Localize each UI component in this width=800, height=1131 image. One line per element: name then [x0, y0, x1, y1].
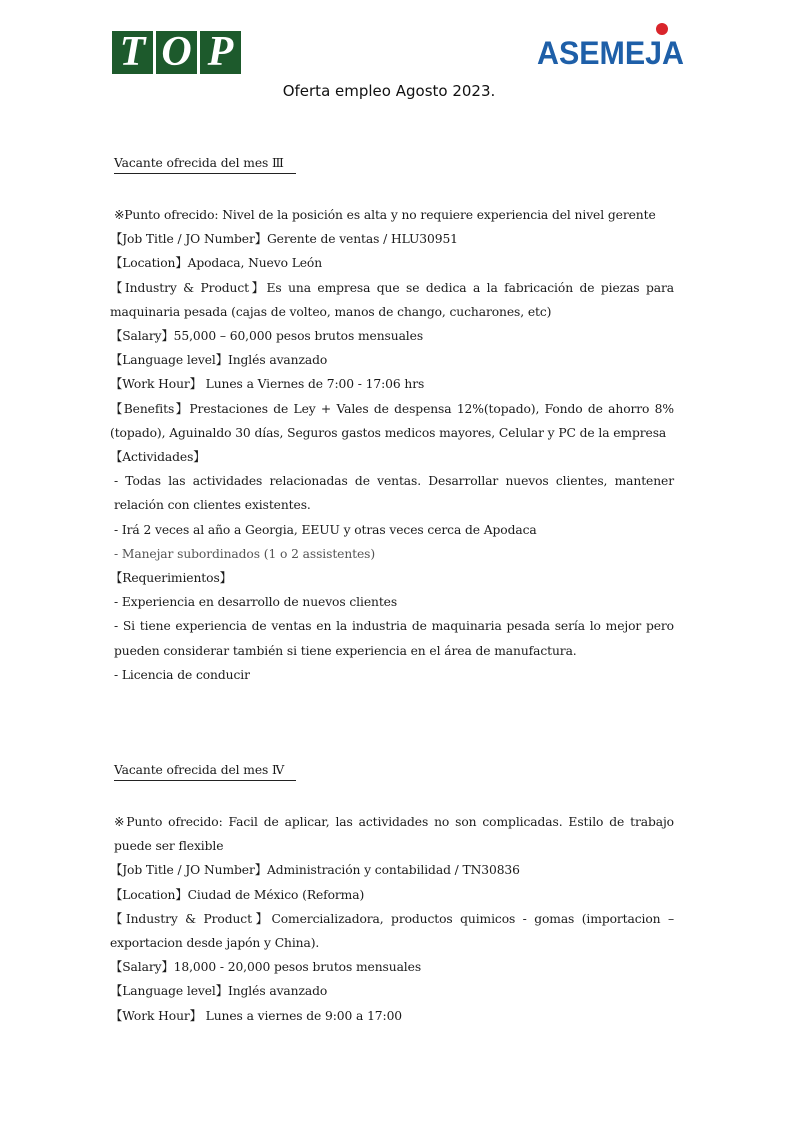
vacancy-3-heading: Vacante ofrecida del mes Ⅲ	[114, 153, 296, 174]
vacancy-4-heading: Vacante ofrecida del mes Ⅳ	[114, 760, 296, 781]
top-logo-letter-t: T	[112, 31, 153, 74]
asemeja-logo-text: ASEMEJA	[537, 35, 684, 71]
vacancy-3-activity-item: - Todas las actividades relacionadas de ventas. Desarrollar nuevos clientes, mantener relación con clientes existentes.	[114, 474, 674, 513]
asemeja-logo	[537, 22, 687, 74]
vacancy-3-highlight: ※Punto ofrecido: Nivel de la posición es alta y no requiere experiencia del nivel gerente	[114, 208, 656, 222]
vacancy-3-requirement-item: - Experiencia en desarrollo de nuevos clientes	[114, 595, 398, 610]
vacancy-3-requirements-label: 【Requerimientos】	[110, 571, 232, 586]
vacancy-3-job-title: 【Job Title / JO Number】Gerente de ventas / HLU30951	[110, 232, 458, 247]
vacancy-3-language: 【Language level】Inglés avanzado	[110, 353, 328, 368]
vacancy-3-industry: 【Industry & Product】Es una empresa que se dedica a la fabricación de piezas para maquinaria pesada (cajas de volteo, manos de chango, cucharones, etc)	[110, 280, 674, 319]
vacancy-3-salary: 【Salary】55,000 – 60,000 pesos brutos mensuales	[110, 329, 424, 344]
vacancy-3-activities-label: 【Actividades】	[110, 450, 206, 465]
top-logo-letter-o: O	[156, 31, 197, 74]
vacancy-4-work-hour: 【Work Hour】 Lunes a viernes de 9:00 a 17:00	[110, 1008, 403, 1023]
vacancy-3-activity-item: - Irá 2 veces al año a Georgia, EEUU y otras veces cerca de Apodaca	[114, 522, 537, 537]
page-title: Oferta empleo Agosto 2023.	[282, 82, 496, 100]
vacancy-4-highlight: ※Punto ofrecido: Facil de aplicar, las actividades no son complicadas. Estilo de trabajo puede ser flexible	[114, 815, 674, 854]
vacancy-3-benefits: 【Benefits】Prestaciones de Ley + Vales de despensa 12%(topado), Fondo de ahorro 8%(topado), Aguinaldo 30 días, Seguros gastos medicos mayores, Celular y PC de la empresa	[110, 401, 674, 440]
vacancy-section-3	[110, 151, 674, 687]
vacancy-4-industry: 【Industry & Product】Comercializadora, productos quimicos - gomas (importacion – exportacion desde japón y China).	[110, 911, 674, 951]
vacancy-section-4	[110, 758, 674, 1028]
vacancy-3-requirement-item: - Si tiene experiencia de ventas en la industria de maquinaria pesada sería lo mejor pero pueden considerar también si tiene experiencia en el área de manufactura.	[114, 619, 674, 658]
vacancy-4-language: 【Language level】Inglés avanzado	[110, 984, 328, 999]
vacancy-4-job-title: 【Job Title / JO Number】Administración y contabilidad / TN30836	[110, 863, 520, 878]
vacancy-4-location: 【Location】Ciudad de México (Reforma)	[110, 887, 365, 902]
vacancy-3-requirement-item: - Licencia de conducir	[114, 667, 250, 682]
vacancy-3-activity-item: - Manejar subordinados (1 o 2 assistentes)	[114, 546, 376, 561]
asemeja-logo-graphic	[537, 22, 687, 74]
vacancy-4-salary: 【Salary】18,000 - 20,000 pesos brutos mensuales	[110, 960, 422, 975]
vacancy-3-location: 【Location】Apodaca, Nuevo León	[110, 256, 323, 271]
top-logo-letter-p: P	[200, 31, 241, 74]
top-logo	[112, 31, 241, 74]
asemeja-logo-red-dot	[656, 23, 668, 35]
vacancy-3-work-hour: 【Work Hour】 Lunes a Viernes de 7:00 - 17:06 hrs	[110, 377, 425, 392]
